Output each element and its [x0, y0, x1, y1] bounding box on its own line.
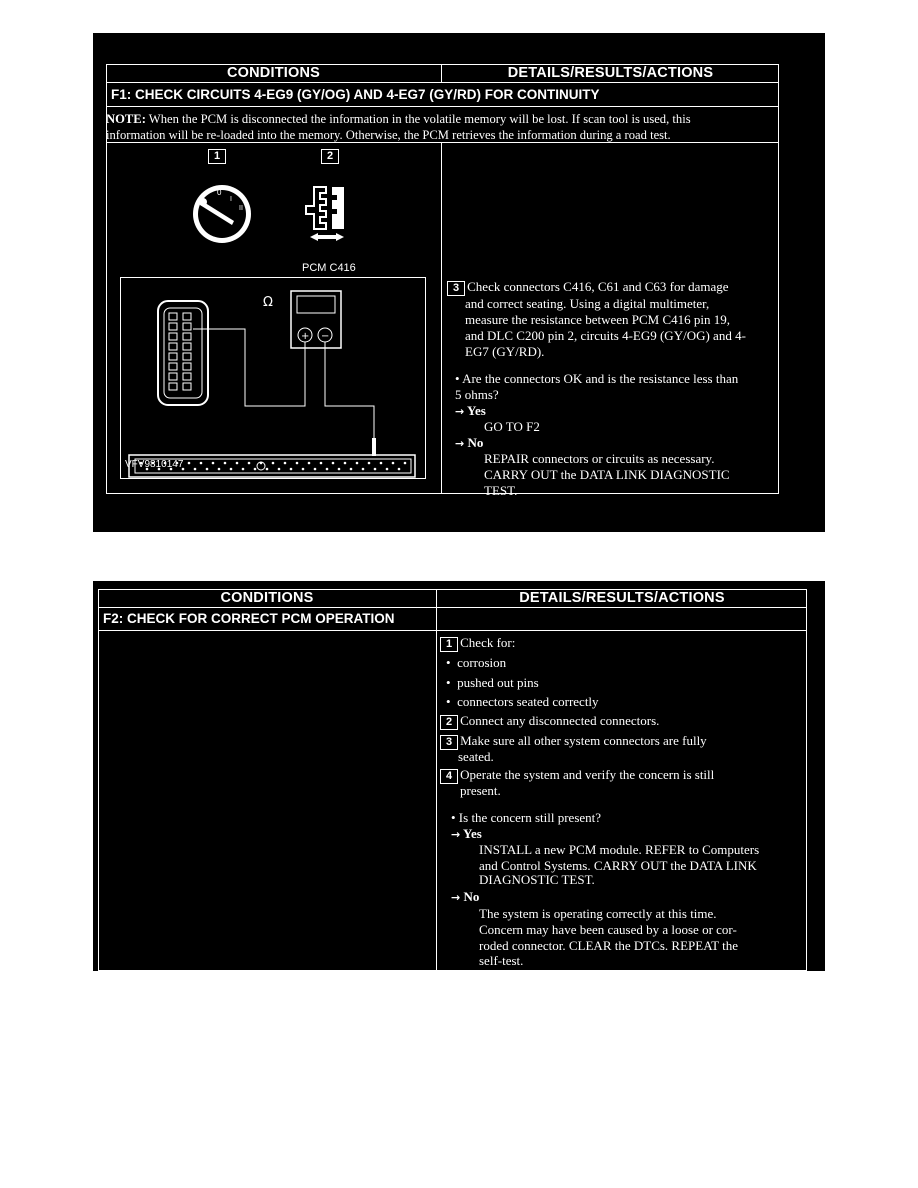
svg-text:I: I — [230, 196, 232, 203]
f2-yes-action3: DIAGNOSTIC TEST. — [479, 872, 595, 887]
f2-bullet1-text: corrosion — [457, 655, 507, 670]
f1-no-action2: CARRY OUT the DATA LINK DIAGNOSTIC — [484, 467, 730, 482]
f2-yes-action1: INSTALL a new PCM module. REFER to Computers — [479, 842, 760, 857]
f1-step3-line4: and DLC C200 pin 2, circuits 4-EG9 (GY/OG) and 4- — [465, 328, 746, 343]
right-arrow-icon: → — [455, 405, 465, 418]
f2-details-header: DETAILS/RESULTS/ACTIONS — [519, 590, 725, 606]
f2-no-action3: roded connector. CLEAR the DTCs. REPEAT the — [479, 938, 739, 953]
step-1-box: 1 — [208, 149, 226, 164]
f1-body-divider — [441, 142, 442, 494]
f1-question-line1: • Are the connectors OK and is the resistance less than — [455, 371, 739, 386]
bullet-icon: • — [446, 655, 451, 670]
f2-no-branch — [451, 889, 479, 906]
svg-text:+: + — [301, 331, 310, 342]
f1-step3-line3: measure the resistance between PCM C416 pin 19, — [465, 312, 730, 327]
bullet-icon: • — [446, 694, 451, 709]
right-arrow-icon: → — [451, 891, 461, 904]
f2-step-title: F2: CHECK FOR CORRECT PCM OPERATION — [103, 611, 395, 626]
f1-step3-line1: Check connectors C416, C61 and C63 for damage — [467, 279, 729, 294]
right-arrow-icon: → — [455, 437, 465, 450]
f2-title-rule — [98, 630, 807, 631]
ohm-symbol: Ω — [263, 295, 273, 310]
f1-header-rule — [106, 82, 779, 83]
f2-step3-line2: seated. — [458, 749, 494, 764]
f2-bullet1 — [446, 655, 506, 671]
f2-bullet2-text: pushed out pins — [457, 675, 539, 690]
f2-header-rule — [98, 607, 807, 608]
f2-yes-label: Yes — [463, 826, 482, 841]
f2-conditions-header: CONDITIONS — [220, 590, 314, 606]
bullet-icon: • — [446, 675, 451, 690]
f2-question: • Is the concern still present? — [451, 810, 602, 825]
f2-no-action4: self-test. — [479, 953, 524, 968]
f2-step1 — [440, 635, 515, 652]
f2-bullet3-text: connectors seated correctly — [457, 694, 599, 709]
f2-step3-line1: Make sure all other system connectors are fully — [460, 733, 707, 748]
f1-step-title: F1: CHECK CIRCUITS 4-EG9 (GY/OG) AND 4-EG7 (GY/RD) FOR CONTINUITY — [111, 87, 600, 102]
f1-no-action3: TEST. — [484, 483, 518, 498]
svg-text:II: II — [239, 205, 243, 212]
step-3-box: 3 — [440, 735, 458, 750]
multimeter-wiring-diagram — [121, 278, 425, 478]
f2-step4-line1: Operate the system and verify the concern is still — [460, 767, 715, 782]
pcm-connector-label: PCM C416 — [302, 262, 356, 274]
step-1-box: 1 — [440, 637, 458, 652]
f2-step4-line2: present. — [460, 783, 501, 798]
f2-step1-text: Check for: — [460, 635, 516, 650]
f1-step3 — [447, 279, 729, 296]
f2-step3 — [440, 733, 707, 750]
figure-id: VFV9810147 — [125, 459, 184, 470]
svg-text:0: 0 — [217, 188, 222, 197]
f2-column-divider — [436, 589, 437, 971]
f2-no-action2: Concern may have been caused by a loose or cor- — [479, 922, 737, 937]
step-2-box: 2 — [440, 715, 458, 730]
f1-step3-line2: and correct seating. Using a digital multimeter, — [465, 296, 710, 311]
f1-question-line2: 5 ohms? — [455, 387, 499, 402]
f1-no-branch — [455, 435, 483, 452]
f2-yes-action2: and Control Systems. CARRY OUT the DATA LINK — [479, 858, 757, 873]
f2-step4 — [440, 767, 714, 784]
step-4-box: 4 — [440, 769, 458, 784]
connector-disconnect-icon — [296, 181, 366, 243]
f1-no-action1: REPAIR connectors or circuits as necessary. — [484, 451, 715, 466]
f1-conditions-header: CONDITIONS — [226, 65, 321, 81]
f1-yes-action: GO TO F2 — [484, 419, 540, 434]
svg-text:−: − — [321, 331, 330, 342]
f1-title-rule — [106, 106, 779, 107]
f1-note-line2: information will be re-loaded into the memory. Otherwise, the PCM retrieves the information during a road test. — [106, 128, 671, 142]
ignition-switch-icon — [188, 183, 258, 245]
f1-details-header: DETAILS/RESULTS/ACTIONS — [507, 65, 714, 81]
f2-step2 — [440, 713, 659, 730]
right-arrow-icon: → — [451, 828, 461, 841]
note-text: When the PCM is disconnected the information in the volatile memory will be lost. If scan tool is used, this — [145, 112, 691, 126]
f2-bullet2 — [446, 675, 539, 691]
f2-no-action1: The system is operating correctly at this time. — [479, 906, 717, 921]
f2-procedure-panel — [93, 581, 825, 971]
f1-note-line1 — [106, 111, 691, 127]
f1-yes-branch — [455, 403, 486, 420]
f2-no-label: No — [463, 889, 480, 904]
note-label: NOTE: — [106, 112, 146, 126]
step-2-box: 2 — [321, 149, 339, 164]
f2-bullet3 — [446, 694, 599, 710]
f2-step2-text: Connect any disconnected connectors. — [460, 713, 660, 728]
f1-step3-line5: EG7 (GY/RD). — [465, 344, 545, 359]
f1-procedure-panel — [93, 33, 825, 532]
step-3-box: 3 — [447, 281, 465, 296]
f1-yes-label: Yes — [467, 403, 486, 418]
f1-no-label: No — [467, 435, 484, 450]
f2-yes-branch — [451, 826, 482, 843]
